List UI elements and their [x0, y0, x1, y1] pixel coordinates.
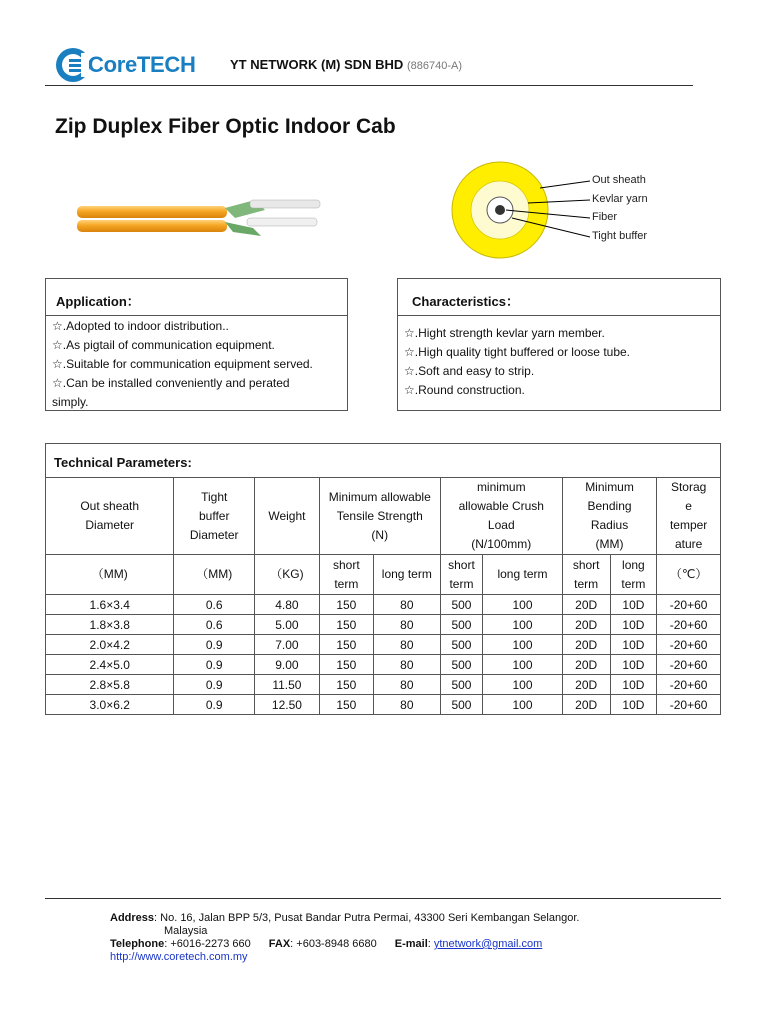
application-box: [45, 278, 348, 411]
application-item: ☆.Adopted to indoor distribution..: [52, 319, 229, 333]
cable-illustration: [75, 188, 325, 248]
header-text: Tensile Strength: [336, 508, 423, 523]
header-text: Diameter: [189, 527, 239, 542]
unit-kg: （KG): [255, 555, 320, 595]
cell-outer-diameter: 1.6×3.4: [46, 595, 174, 615]
cell-tensile-short: 150: [319, 655, 373, 675]
cell-bend-long: 10D: [610, 635, 657, 655]
cell-crush-long: 100: [483, 695, 563, 715]
cell-crush-long: 100: [483, 615, 563, 635]
header-divider: [45, 85, 693, 86]
table-row: [46, 595, 721, 615]
cell-crush-long: 100: [483, 595, 563, 615]
contact-line: [110, 938, 579, 951]
email-label: E-mail: [394, 938, 428, 950]
cell-bend-long: 10D: [610, 615, 657, 635]
header-text: Bending: [587, 499, 632, 513]
cell-weight: 5.00: [255, 615, 320, 635]
cell-outer-diameter: 1.8×3.8: [46, 615, 174, 635]
header-text: temper: [669, 518, 708, 532]
cell-tensile-long: 80: [373, 615, 440, 635]
crush-long-term: long term: [483, 555, 563, 595]
cell-weight: 12.50: [255, 695, 320, 715]
header-tight-buffer: [174, 478, 255, 555]
label-kevlar-yarn: Kevlar yarn: [592, 193, 648, 205]
table-row: [46, 675, 721, 695]
cell-buffer-diameter: 0.9: [174, 695, 255, 715]
company-registration: (886740-A): [406, 60, 462, 72]
application-item: ☆.Can be installed conveniently and perated: [52, 376, 290, 390]
characteristics-item: ☆.Round construction.: [404, 383, 525, 397]
cell-bend-short: 20D: [562, 635, 610, 655]
cell-crush-short: 500: [440, 615, 482, 635]
application-item: ☆.As pigtail of communication equipment.: [52, 338, 275, 352]
cell-buffer-diameter: 0.9: [174, 655, 255, 675]
header-text: Load: [487, 518, 515, 532]
telephone-value: : +6016-2273 660: [164, 938, 251, 950]
cell-buffer-diameter: 0.9: [174, 635, 255, 655]
header-text: short: [572, 557, 600, 572]
cell-crush-long: 100: [483, 675, 563, 695]
header-text: minimum: [476, 480, 526, 494]
cell-crush-short: 500: [440, 675, 482, 695]
website-link[interactable]: http://www.coretech.com.my: [110, 951, 248, 963]
email-separator: :: [427, 938, 434, 950]
fax-value: : +603-8948 6680: [290, 938, 377, 950]
cell-crush-short: 500: [440, 695, 482, 715]
table-row: [46, 695, 721, 715]
header-text: e: [685, 499, 692, 513]
header-text: (N/100mm): [471, 537, 532, 551]
parameters-table: [45, 477, 721, 715]
cell-crush-long: 100: [483, 635, 563, 655]
footer: [110, 912, 579, 964]
cell-tensile-long: 80: [373, 635, 440, 655]
cell-tensile-long: 80: [373, 595, 440, 615]
cell-storage-temp: -20+60: [657, 635, 721, 655]
cell-bend-short: 20D: [562, 655, 610, 675]
cell-bend-short: 20D: [562, 615, 610, 635]
header-text: Out sheath: [80, 499, 140, 513]
characteristics-item: ☆.Soft and easy to strip.: [404, 364, 535, 378]
cell-outer-diameter: 2.0×4.2: [46, 635, 174, 655]
cell-crush-short: 500: [440, 595, 482, 615]
header-storage: [657, 478, 721, 555]
cell-bend-short: 20D: [562, 675, 610, 695]
characteristics-title: Characteristics：: [412, 294, 519, 309]
cell-storage-temp: -20+60: [657, 695, 721, 715]
cell-bend-long: 10D: [610, 595, 657, 615]
cell-tensile-long: 80: [373, 695, 440, 715]
address-line: [110, 912, 579, 925]
cell-tensile-long: 80: [373, 655, 440, 675]
characteristics-item: ☆.High quality tight buffered or loose tube.: [404, 345, 631, 359]
cell-bend-short: 20D: [562, 695, 610, 715]
address-label: Address: [110, 912, 155, 924]
cell-weight: 4.80: [255, 595, 320, 615]
header-out-sheath: [46, 478, 174, 555]
header-text: long: [622, 557, 645, 572]
company-name: [230, 57, 462, 72]
address-country: Malaysia: [164, 925, 208, 937]
cell-bend-short: 20D: [562, 595, 610, 615]
logo-text: CoreTECH: [88, 52, 196, 77]
cell-tensile-long: 80: [373, 675, 440, 695]
cell-buffer-diameter: 0.9: [174, 675, 255, 695]
header-text: short: [332, 557, 360, 572]
header-text: Tight: [201, 489, 228, 504]
subheader-row: [46, 555, 721, 595]
cell-bend-long: 10D: [610, 695, 657, 715]
header-text: Minimum: [585, 480, 634, 494]
header-tensile: [319, 478, 440, 555]
header-bending: [562, 478, 656, 555]
header-text: buffer: [198, 508, 230, 523]
header-text: Radius: [590, 518, 629, 532]
cell-outer-diameter: 3.0×6.2: [46, 695, 174, 715]
email-link[interactable]: ytnetwork@gmail.com: [433, 938, 543, 950]
cell-weight: 11.50: [255, 675, 320, 695]
characteristics-box: [397, 278, 721, 411]
unit-mm: （MM): [46, 555, 174, 595]
footer-divider: [45, 898, 721, 899]
cell-outer-diameter: 2.4×5.0: [46, 655, 174, 675]
header-text: term: [449, 576, 474, 591]
cell-tensile-short: 150: [319, 615, 373, 635]
cell-bend-long: 10D: [610, 675, 657, 695]
crush-short-term: [440, 555, 482, 595]
tensile-short-term: [319, 555, 373, 595]
header-weight: Weight: [255, 478, 320, 555]
cell-crush-short: 500: [440, 655, 482, 675]
technical-parameters: [45, 443, 721, 715]
label-tight-buffer: Tight buffer: [592, 230, 648, 242]
header-text: term: [334, 576, 359, 591]
cell-weight: 9.00: [255, 655, 320, 675]
application-item: simply.: [52, 395, 89, 409]
cell-storage-temp: -20+60: [657, 595, 721, 615]
telephone-label: Telephone: [110, 938, 165, 950]
header-crush: [440, 478, 562, 555]
header-text: Diameter: [85, 518, 135, 532]
unit-celsius: （℃）: [657, 555, 721, 595]
table-row: [46, 655, 721, 675]
bending-long-term: [610, 555, 657, 595]
address-text: : No. 16, Jalan BPP 5/3, Pusat Bandar Putra Permai, 43300 Seri Kembangan Selangor.: [154, 912, 580, 924]
cell-crush-long: 100: [483, 655, 563, 675]
document-title: Zip Duplex Fiber Optic Indoor Cab: [55, 115, 396, 138]
label-out-sheath: Out sheath: [592, 174, 646, 186]
header-text: (N): [371, 527, 389, 542]
bending-short-term: [562, 555, 610, 595]
cell-storage-temp: -20+60: [657, 655, 721, 675]
header-text: short: [448, 557, 475, 572]
cell-buffer-diameter: 0.6: [174, 595, 255, 615]
cell-outer-diameter: 2.8×5.8: [46, 675, 174, 695]
header-text: Storag: [670, 480, 707, 494]
cell-crush-short: 500: [440, 635, 482, 655]
header-text: ature: [674, 537, 703, 551]
unit-mm: （MM): [174, 555, 255, 595]
cell-bend-long: 10D: [610, 655, 657, 675]
tensile-long-term: long term: [373, 555, 440, 595]
cell-tensile-short: 150: [319, 595, 373, 615]
cell-storage-temp: -20+60: [657, 675, 721, 695]
table-row: [46, 635, 721, 655]
application-item: ☆.Suitable for communication equipment served.: [52, 357, 313, 371]
cell-tensile-short: 150: [319, 675, 373, 695]
technical-title: Technical Parameters:: [45, 443, 721, 477]
cell-tensile-short: 150: [319, 695, 373, 715]
label-fiber: Fiber: [592, 211, 618, 223]
header-text: (MM): [595, 537, 624, 551]
header-text: allowable Crush: [458, 499, 544, 513]
header-row: [46, 478, 721, 555]
company-title: YT NETWORK (M) SDN BHD: [230, 57, 404, 72]
application-title: Application：: [56, 294, 140, 309]
cell-tensile-short: 150: [319, 635, 373, 655]
table-row: [46, 615, 721, 635]
header-text: term: [574, 576, 599, 591]
cell-storage-temp: -20+60: [657, 615, 721, 635]
cell-weight: 7.00: [255, 635, 320, 655]
fax-label: FAX: [268, 938, 291, 950]
header-text: Minimum allowable: [328, 489, 431, 504]
header-text: term: [621, 576, 646, 591]
characteristics-item: ☆.Hight strength kevlar yarn member.: [404, 326, 605, 340]
cell-buffer-diameter: 0.6: [174, 615, 255, 635]
